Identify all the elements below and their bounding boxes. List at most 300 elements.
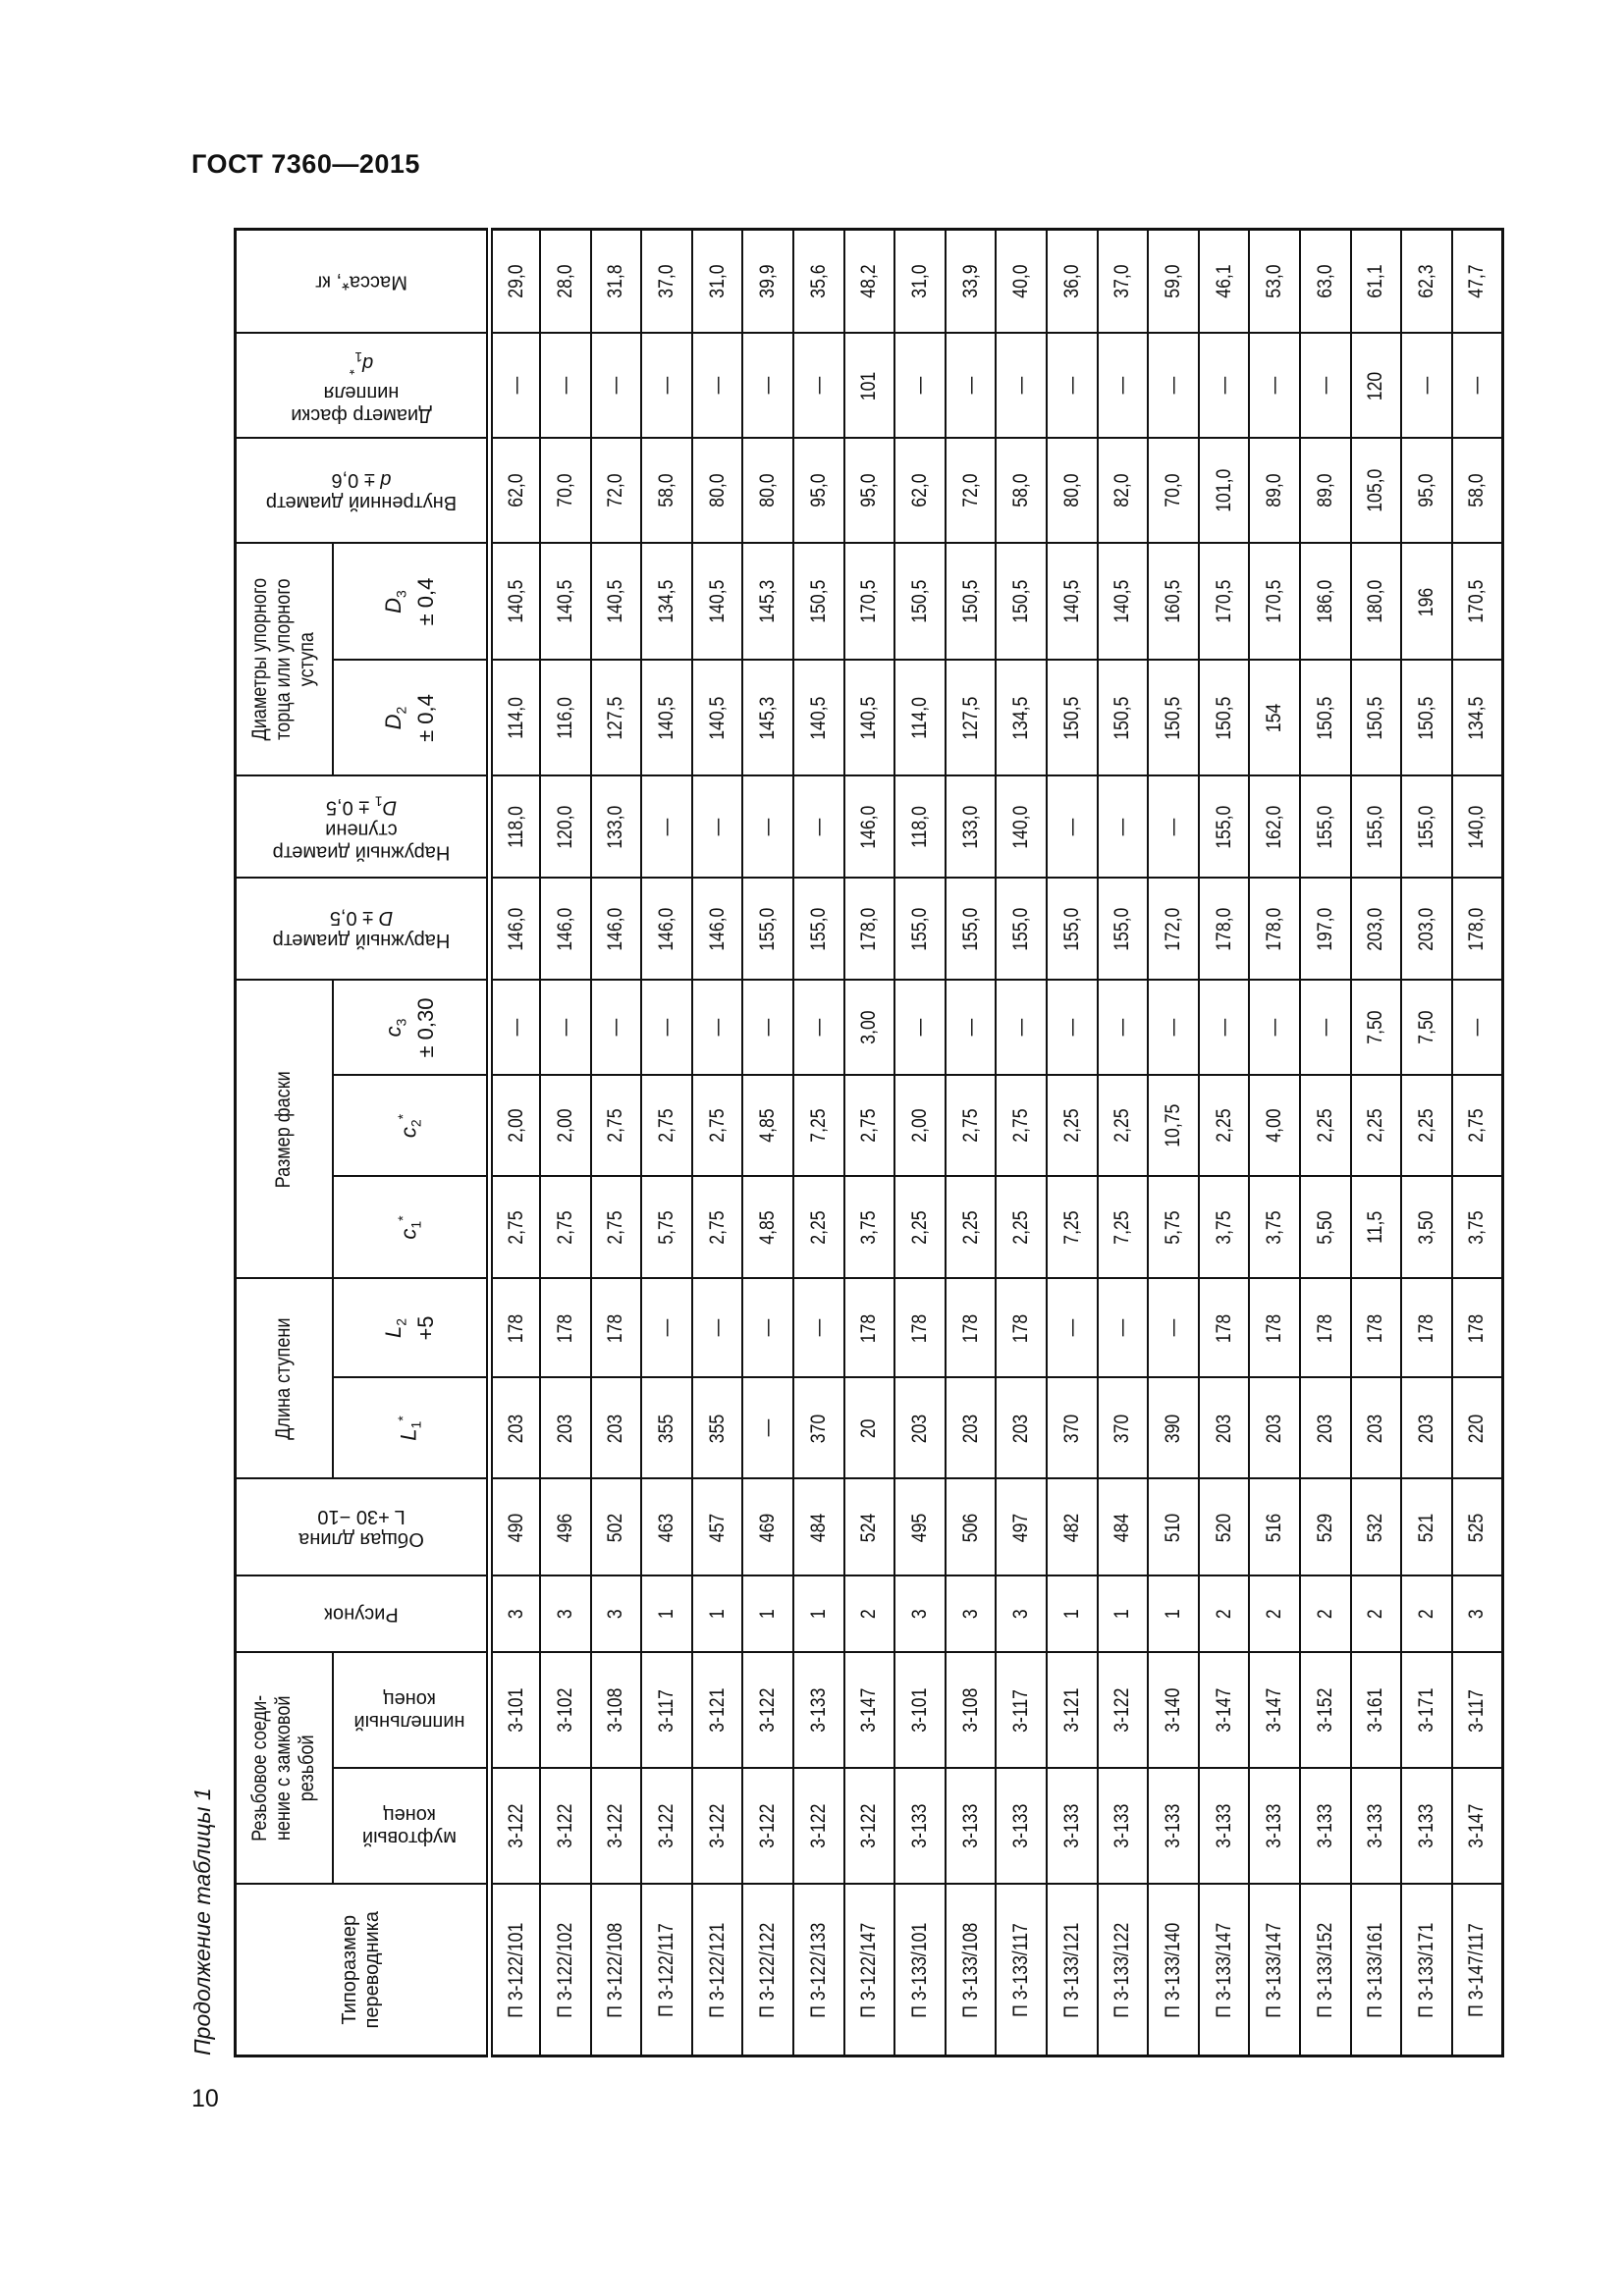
cell-figure — [1401, 1576, 1452, 1653]
cell-value: П 3-133/101 — [908, 1922, 932, 2018]
cell-pin-end — [946, 1653, 997, 1769]
cell-D2 — [1047, 661, 1098, 776]
cell-c1 — [793, 1177, 844, 1279]
cell-inner-diameter — [1452, 438, 1503, 543]
cell-L2 — [1047, 1279, 1098, 1378]
cell-value: 140,5 — [857, 696, 881, 740]
cell-step-outer-diameter — [641, 776, 692, 879]
cell-value: 3-147 — [1263, 1687, 1286, 1734]
cell-pin-chamfer-diameter — [1199, 333, 1250, 438]
cell-value: 59,0 — [1162, 264, 1185, 298]
cell-pin-end — [1047, 1653, 1098, 1769]
cell-mass — [1047, 229, 1098, 333]
cell-D2 — [1452, 661, 1503, 776]
cell-value: 2 — [857, 1609, 881, 1620]
cell-total-length — [641, 1479, 692, 1576]
cell-value: 3-117 — [1465, 1688, 1489, 1733]
cell-mass — [1148, 229, 1199, 333]
cell-value: 521 — [1414, 1513, 1437, 1542]
cell-c3 — [1351, 981, 1402, 1076]
cell-D3 — [490, 543, 541, 660]
cell-inner-diameter — [894, 438, 946, 543]
header-total-length — [236, 1479, 490, 1576]
cell-inner-diameter — [1047, 438, 1098, 543]
cell-total-length — [692, 1479, 743, 1576]
cell-c1 — [844, 1177, 895, 1279]
cell-mass — [1452, 229, 1503, 333]
cell-step-outer-diameter — [1199, 776, 1250, 879]
cell-value: 5,75 — [1162, 1210, 1185, 1245]
cell-value: 140,5 — [705, 579, 729, 624]
cell-c3 — [591, 981, 642, 1076]
cell-value: 506 — [958, 1513, 982, 1542]
cell-box-end — [742, 1769, 793, 1885]
cell-D3 — [1047, 543, 1098, 660]
cell-value: 2,25 — [1212, 1108, 1235, 1144]
subscript: 1 — [354, 349, 363, 366]
cell-value: 7,50 — [1364, 1010, 1387, 1045]
cell-value: 178 — [958, 1313, 982, 1343]
cell-value: — — [908, 1019, 932, 1037]
table-row — [692, 229, 743, 2056]
rotated-table-sheet — [234, 231, 1502, 2057]
cell-figure — [894, 1576, 946, 1653]
cell-value: 170,5 — [1212, 579, 1235, 624]
cell-value: — — [1059, 377, 1083, 395]
cell-inner-diameter — [742, 438, 793, 543]
cell-D3 — [742, 543, 793, 660]
cell-value: 155,0 — [1110, 907, 1134, 951]
cell-mass — [894, 229, 946, 333]
cell-value: 524 — [857, 1513, 881, 1542]
cell-L2 — [1098, 1279, 1149, 1378]
cell-value: 62,0 — [504, 473, 527, 508]
cell-L1 — [641, 1378, 692, 1479]
cell-outer-diameter — [1351, 879, 1402, 981]
table-row — [1047, 229, 1098, 2056]
cell-value: 155,0 — [1212, 805, 1235, 849]
cell-value: 3-133 — [1212, 1803, 1235, 1849]
cell-c2 — [641, 1076, 692, 1177]
cell-figure — [1047, 1576, 1098, 1653]
cell-value: 520 — [1212, 1513, 1235, 1542]
cell-box-end — [1300, 1769, 1351, 1885]
cell-pin-chamfer-diameter — [793, 333, 844, 438]
cell-value: 3-133 — [1162, 1803, 1185, 1849]
cell-inner-diameter — [591, 438, 642, 543]
cell-inner-diameter — [946, 438, 997, 543]
cell-figure — [793, 1576, 844, 1653]
cell-value: 3-122 — [806, 1803, 830, 1849]
cell-value: — — [756, 1319, 780, 1337]
cell-c1 — [1148, 1177, 1199, 1279]
cell-value: 89,0 — [1263, 473, 1286, 508]
cell-pin-chamfer-diameter — [996, 333, 1047, 438]
cell-value: 3-102 — [553, 1687, 576, 1734]
cell-L1 — [1148, 1378, 1199, 1479]
cell-value: П 3-133/122 — [1110, 1922, 1134, 2018]
symbol: c — [380, 1026, 406, 1038]
cell-value: — — [604, 377, 627, 395]
cell-c3 — [641, 981, 692, 1076]
cell-mass — [1401, 229, 1452, 333]
header-text: ниппеля — [323, 381, 400, 403]
cell-mass — [540, 229, 591, 333]
cell-box-end — [1098, 1769, 1149, 1885]
cell-figure — [1199, 1576, 1250, 1653]
cell-D2 — [844, 661, 895, 776]
header-D2 — [333, 661, 490, 776]
cell-value: — — [958, 1019, 982, 1037]
symbol: c — [396, 1127, 421, 1139]
cell-value: 2,75 — [958, 1108, 982, 1144]
header-text: Масса*, кг — [314, 271, 408, 294]
cell-value: 40,0 — [1009, 264, 1033, 298]
cell-outer-diameter — [996, 879, 1047, 981]
cell-value: 2,25 — [1313, 1108, 1336, 1144]
cell-value: 178 — [504, 1313, 527, 1343]
cell-value: 2,75 — [553, 1210, 576, 1245]
cell-value: 3-101 — [504, 1687, 527, 1734]
cell-box-end — [490, 1769, 541, 1885]
header-text: Рисунок — [324, 1604, 399, 1626]
cell-D3 — [1249, 543, 1300, 660]
cell-value: 3-122 — [655, 1803, 678, 1849]
cell-c3 — [490, 981, 541, 1076]
cell-pin-chamfer-diameter — [1148, 333, 1199, 438]
cell-D2 — [1351, 661, 1402, 776]
cell-value: 150,5 — [1162, 696, 1185, 740]
cell-value: 134,5 — [655, 579, 678, 624]
cell-value: — — [1465, 377, 1489, 395]
cell-value: 178 — [1313, 1313, 1336, 1343]
cell-value: 1 — [1162, 1609, 1185, 1620]
cell-inner-diameter — [996, 438, 1047, 543]
cell-value: 180,0 — [1364, 579, 1387, 624]
cell-value: 3 — [604, 1609, 627, 1620]
cell-value: 1 — [705, 1609, 729, 1620]
cell-c1 — [540, 1177, 591, 1279]
cell-value: 203 — [553, 1414, 576, 1443]
cell-value: 2 — [1414, 1609, 1437, 1620]
cell-type-size — [1098, 1885, 1149, 2056]
cell-value: 3-133 — [1263, 1803, 1286, 1849]
cell-pin-end — [1401, 1653, 1452, 1769]
cell-pin-chamfer-diameter — [1249, 333, 1300, 438]
cell-value: 3-122 — [705, 1803, 729, 1849]
cell-value: 516 — [1263, 1513, 1286, 1542]
cell-step-outer-diameter — [540, 776, 591, 879]
cell-c3 — [1199, 981, 1250, 1076]
cell-value: — — [705, 1019, 729, 1037]
cell-D3 — [1452, 543, 1503, 660]
cell-c3 — [844, 981, 895, 1076]
cell-value: 3-140 — [1162, 1687, 1185, 1734]
cell-value: 3,75 — [1263, 1210, 1286, 1245]
cell-D3 — [641, 543, 692, 660]
cell-step-outer-diameter — [1351, 776, 1402, 879]
cell-inner-diameter — [1098, 438, 1149, 543]
cell-inner-diameter — [490, 438, 541, 543]
cell-value: 37,0 — [1110, 264, 1134, 298]
cell-value: 3-133 — [1009, 1803, 1033, 1849]
cell-c2 — [1148, 1076, 1199, 1177]
cell-c3 — [1098, 981, 1149, 1076]
cell-D2 — [1148, 661, 1199, 776]
cell-L2 — [996, 1279, 1047, 1378]
cell-value: 116,0 — [553, 697, 576, 739]
cell-value: 140,5 — [1110, 579, 1134, 624]
cell-D2 — [742, 661, 793, 776]
cell-value: — — [553, 1019, 576, 1037]
cell-value: 7,25 — [1110, 1210, 1134, 1245]
cell-mass — [1351, 229, 1402, 333]
header-c1 — [333, 1177, 490, 1279]
cell-value: 3,75 — [1212, 1210, 1235, 1245]
cell-outer-diameter — [1047, 879, 1098, 981]
cell-c1 — [591, 1177, 642, 1279]
cell-L1 — [1452, 1378, 1503, 1479]
cell-pin-chamfer-diameter — [490, 333, 541, 438]
cell-outer-diameter — [1300, 879, 1351, 981]
cell-value: 155,0 — [1059, 907, 1083, 951]
cell-L1 — [1401, 1378, 1452, 1479]
cell-value: — — [553, 377, 576, 395]
cell-value: 370 — [1110, 1414, 1134, 1443]
cell-value: — — [604, 1019, 627, 1037]
cell-value: 95,0 — [857, 473, 881, 508]
table-caption — [191, 1788, 213, 2056]
cell-value: — — [806, 377, 830, 395]
cell-inner-diameter — [1148, 438, 1199, 543]
cell-value: 2,75 — [1009, 1108, 1033, 1144]
cell-value: 35,6 — [806, 264, 830, 298]
cell-value: 145,3 — [756, 696, 780, 740]
cell-pin-end — [1452, 1653, 1503, 1769]
cell-L2 — [490, 1279, 541, 1378]
cell-value: 1 — [655, 1609, 678, 1620]
cell-value: — — [806, 818, 830, 836]
cell-D2 — [1249, 661, 1300, 776]
cell-figure — [1148, 1576, 1199, 1653]
cell-value: 72,0 — [604, 473, 627, 508]
cell-D2 — [490, 661, 541, 776]
cell-pin-end — [793, 1653, 844, 1769]
cell-value: 3-133 — [908, 1803, 932, 1849]
cell-value: 3-121 — [1059, 1687, 1083, 1734]
cell-mass — [1098, 229, 1149, 333]
cell-value: — — [1110, 1319, 1134, 1337]
cell-value: П 3-133/171 — [1414, 1922, 1437, 2018]
cell-D3 — [1098, 543, 1149, 660]
cell-figure — [1452, 1576, 1503, 1653]
cell-pin-end — [1098, 1653, 1149, 1769]
cell-value: — — [705, 377, 729, 395]
cell-value: — — [705, 1319, 729, 1337]
cell-L2 — [1148, 1279, 1199, 1378]
cell-value: 20 — [857, 1418, 881, 1438]
cell-value: — — [1162, 1019, 1185, 1037]
cell-value: 11,5 — [1364, 1210, 1387, 1245]
symbol: c — [396, 1228, 421, 1240]
table-row — [1199, 229, 1250, 2056]
cell-value: 3-133 — [1364, 1803, 1387, 1849]
cell-value: 2,00 — [553, 1108, 576, 1144]
cell-L2 — [692, 1279, 743, 1378]
cell-L2 — [844, 1279, 895, 1378]
cell-value: 390 — [1162, 1414, 1185, 1443]
cell-L2 — [793, 1279, 844, 1378]
cell-outer-diameter — [742, 879, 793, 981]
cell-total-length — [894, 1479, 946, 1576]
cell-value: 4,00 — [1263, 1108, 1286, 1144]
cell-value: 2,75 — [604, 1108, 627, 1144]
cell-value: 203,0 — [1364, 907, 1387, 951]
cell-value: 2,75 — [655, 1108, 678, 1144]
cell-box-end — [540, 1769, 591, 1885]
cell-pin-end — [1351, 1653, 1402, 1769]
cell-value: 4,85 — [756, 1108, 780, 1144]
cell-value: 150,5 — [958, 579, 982, 624]
cell-value: 127,5 — [604, 696, 627, 740]
cell-box-end — [1452, 1769, 1503, 1885]
cell-value: 3 — [1465, 1609, 1489, 1620]
cell-value: 178 — [908, 1313, 932, 1343]
cell-value: 140,5 — [655, 696, 678, 740]
cell-total-length — [1249, 1479, 1300, 1576]
cell-step-outer-diameter — [996, 776, 1047, 879]
cell-value: — — [1465, 1019, 1489, 1037]
cell-L1 — [490, 1378, 541, 1479]
cell-D2 — [1098, 661, 1149, 776]
cell-D3 — [540, 543, 591, 660]
header-text: Диаметры упорного — [248, 578, 272, 741]
cell-D2 — [996, 661, 1047, 776]
cell-value: 3-147 — [857, 1687, 881, 1734]
cell-value: — — [1110, 377, 1134, 395]
table-row — [894, 229, 946, 2056]
cell-pin-chamfer-diameter — [844, 333, 895, 438]
cell-D2 — [1199, 661, 1250, 776]
cell-value: 2,25 — [1364, 1108, 1387, 1144]
cell-step-outer-diameter — [1098, 776, 1149, 879]
cell-value: — — [504, 377, 527, 395]
table-row — [1098, 229, 1149, 2056]
cell-value: 3-108 — [604, 1687, 627, 1734]
cell-value: 178 — [857, 1313, 881, 1343]
tolerance: ± 0,4 — [412, 577, 438, 626]
cell-type-size — [1300, 1885, 1351, 2056]
cell-value: 58,0 — [1009, 473, 1033, 508]
cell-step-outer-diameter — [591, 776, 642, 879]
cell-value: 134,5 — [1009, 696, 1033, 740]
symbol: D — [380, 597, 406, 614]
cell-c2 — [1249, 1076, 1300, 1177]
cell-total-length — [540, 1479, 591, 1576]
cell-value: 146,0 — [655, 907, 678, 951]
cell-D2 — [591, 661, 642, 776]
cell-value: 355 — [655, 1414, 678, 1443]
cell-value: 203 — [908, 1414, 932, 1443]
cell-type-size — [793, 1885, 844, 2056]
cell-L2 — [540, 1279, 591, 1378]
cell-value: 3 — [553, 1609, 576, 1620]
cell-value: 150,5 — [1059, 696, 1083, 740]
cell-value: 33,9 — [958, 264, 982, 298]
cell-L1 — [793, 1378, 844, 1479]
cell-c2 — [946, 1076, 997, 1177]
cell-value: 2,25 — [1414, 1108, 1437, 1144]
cell-value: 2,75 — [705, 1210, 729, 1245]
cell-L1 — [1199, 1378, 1250, 1479]
cell-value: 178 — [1465, 1313, 1489, 1343]
cell-value: — — [806, 1319, 830, 1337]
cell-type-size — [1452, 1885, 1503, 2056]
cell-value: 178 — [1009, 1313, 1033, 1343]
cell-value: 170,5 — [1465, 579, 1489, 624]
cell-c2 — [1199, 1076, 1250, 1177]
cell-type-size — [1199, 1885, 1250, 2056]
cell-value: 150,5 — [908, 579, 932, 624]
cell-value: 61,1 — [1364, 264, 1387, 298]
table-row — [946, 229, 997, 2056]
cell-outer-diameter — [540, 879, 591, 981]
cell-value: — — [908, 377, 932, 395]
cell-value: 47,7 — [1465, 264, 1489, 298]
cell-c1 — [641, 1177, 692, 1279]
cell-value: 154 — [1263, 703, 1286, 733]
cell-step-outer-diameter — [844, 776, 895, 879]
cell-box-end — [641, 1769, 692, 1885]
cell-c3 — [946, 981, 997, 1076]
header-inner-diameter — [236, 438, 490, 543]
cell-c3 — [1452, 981, 1503, 1076]
cell-value: 2 — [1313, 1609, 1336, 1620]
cell-value: 150,5 — [806, 579, 830, 624]
cell-L1 — [996, 1378, 1047, 1479]
cell-step-outer-diameter — [742, 776, 793, 879]
cell-outer-diameter — [490, 879, 541, 981]
cell-value: 2,75 — [604, 1210, 627, 1245]
cell-c1 — [1047, 1177, 1098, 1279]
cell-figure — [946, 1576, 997, 1653]
table-row — [844, 229, 895, 2056]
cell-figure — [540, 1576, 591, 1653]
cell-value: 120 — [1364, 371, 1387, 400]
cell-total-length — [1199, 1479, 1250, 1576]
cell-value: 3-108 — [958, 1687, 982, 1734]
cell-value: 2,75 — [857, 1108, 881, 1144]
cell-value: 39,9 — [756, 264, 780, 298]
cell-L1 — [1047, 1378, 1098, 1479]
cell-box-end — [1199, 1769, 1250, 1885]
symbol: L — [396, 1428, 421, 1441]
header-chamfer-group — [236, 981, 333, 1279]
symbol: D — [380, 714, 406, 730]
cell-value: 133,0 — [958, 805, 982, 849]
cell-value: 150,5 — [1110, 696, 1134, 740]
cell-value: П 3-133/147 — [1212, 1922, 1235, 2018]
cell-value: 469 — [756, 1513, 780, 1542]
cell-L1 — [894, 1378, 946, 1479]
cell-value: 3-122 — [504, 1803, 527, 1849]
cell-value: 29,0 — [504, 264, 527, 298]
cell-type-size — [540, 1885, 591, 2056]
cell-value: 525 — [1465, 1513, 1489, 1542]
cell-pin-end — [844, 1653, 895, 1769]
cell-value: 3-122 — [604, 1803, 627, 1849]
cell-value: 140,0 — [1009, 805, 1033, 849]
